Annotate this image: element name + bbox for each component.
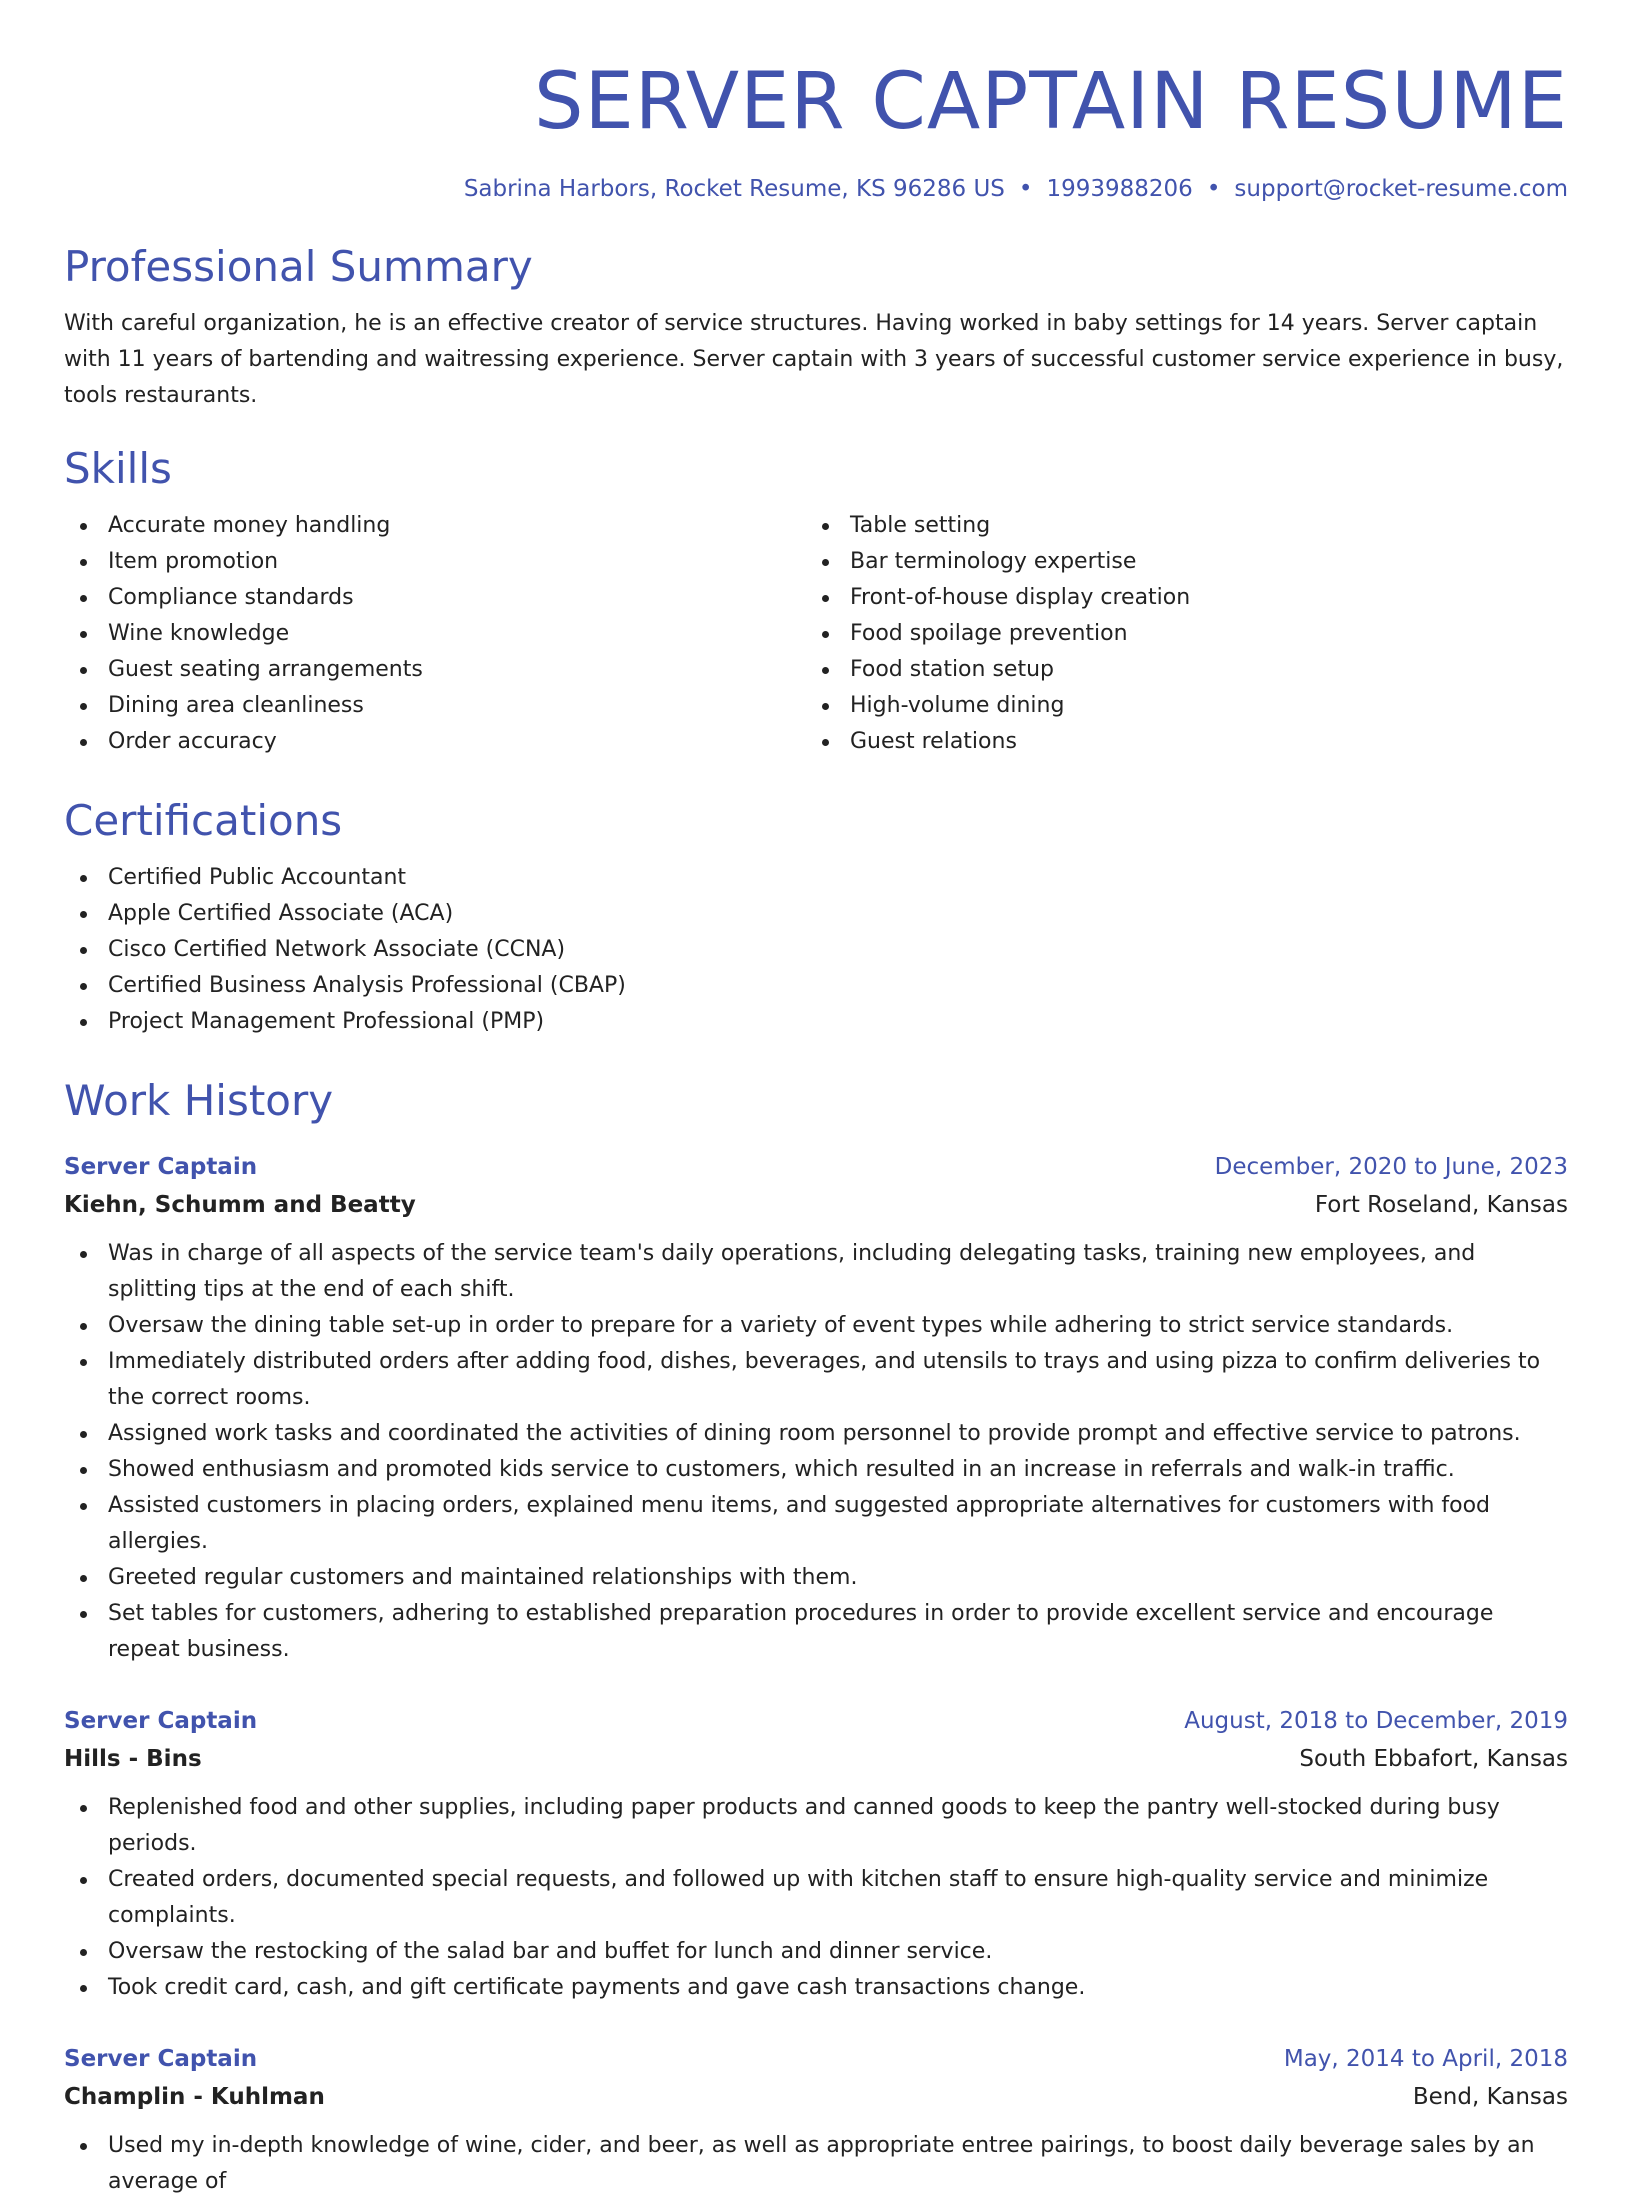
certification-item: Certified Business Analysis Professional (CBAP) <box>64 968 1568 1004</box>
contact-separator: • <box>1018 176 1033 202</box>
job-bullet: Set tables for customers, adhering to established preparation procedures in order to provide excellent service and encourage repeat business. <box>64 1596 1568 1668</box>
job-company: Champlin - Kuhlman <box>64 2084 325 2110</box>
job-bullet: Immediately distributed orders after adding food, dishes, beverages, and utensils to trays and using pizza to confirm deliveries to the correct rooms. <box>64 1344 1568 1416</box>
skill-item: Item promotion <box>64 544 806 580</box>
professional-summary-section <box>64 242 1568 414</box>
contact-address: Sabrina Harbors, Rocket Resume, KS 96286 US <box>463 176 1005 202</box>
certification-item: Certified Public Accountant <box>64 860 1568 896</box>
job-bullet: Showed enthusiasm and promoted kids service to customers, which resulted in an increase in referrals and walk-in traffic. <box>64 1452 1568 1488</box>
job-bullets <box>64 1790 1568 2006</box>
job-bullet: Replenished food and other supplies, including paper products and canned goods to keep the pantry well-stocked during busy periods. <box>64 1790 1568 1862</box>
job-header-row <box>64 1148 1568 1186</box>
job-dates: December, 2020 to June, 2023 <box>1214 1154 1568 1180</box>
job-dates: August, 2018 to December, 2019 <box>1184 1708 1568 1734</box>
skills-list-left <box>64 508 806 760</box>
contact-line <box>64 174 1568 204</box>
contact-phone[interactable]: 1993988206 <box>1046 176 1193 202</box>
job-location: Fort Roseland, Kansas <box>1314 1192 1568 1218</box>
job-company: Hills - Bins <box>64 1746 202 1772</box>
skill-item: Food spoilage prevention <box>806 616 1548 652</box>
job-entry <box>64 2040 1568 2200</box>
skill-item: Guest seating arrangements <box>64 652 806 688</box>
skills-list-right <box>806 508 1548 760</box>
work-history-heading: Work History <box>64 1076 334 1125</box>
certification-item: Project Management Professional (PMP) <box>64 1004 1568 1040</box>
skill-item: Bar terminology expertise <box>806 544 1548 580</box>
certifications-heading: Certifications <box>64 796 343 845</box>
skills-columns <box>64 508 1568 760</box>
job-bullet: Assigned work tasks and coordinated the activities of dining room personnel to provide prompt and effective service to patrons. <box>64 1416 1568 1452</box>
job-location: South Ebbafort, Kansas <box>1299 1746 1568 1772</box>
job-location: Bend, Kansas <box>1412 2084 1568 2110</box>
job-bullets <box>64 2128 1568 2200</box>
job-bullets <box>64 1236 1568 1668</box>
summary-text: With careful organization, he is an effective creator of service structures. Having worked in baby settings for 14 years. Server captain with 11 years of bartending and waitressing experience. Server captain with 3 years of successful customer service experience in busy, tools restaurants. <box>64 311 1564 408</box>
contact-separator: • <box>1206 176 1221 202</box>
skill-item: Guest relations <box>806 724 1548 760</box>
contact-email[interactable]: support@rocket-resume.com <box>1234 176 1568 202</box>
job-company-row <box>64 2078 1568 2116</box>
certification-item: Cisco Certified Network Associate (CCNA) <box>64 932 1568 968</box>
job-bullet: Oversaw the restocking of the salad bar and buffet for lunch and dinner service. <box>64 1934 1568 1970</box>
job-dates: May, 2014 to April, 2018 <box>1283 2046 1568 2072</box>
job-entry <box>64 1148 1568 1668</box>
job-bullet: Took credit card, cash, and gift certificate payments and gave cash transactions change. <box>64 1970 1568 2006</box>
job-bullet: Oversaw the dining table set-up in order to prepare for a variety of event types while adhering to strict service standards. <box>64 1308 1568 1344</box>
resume-page <box>64 0 1568 2200</box>
job-bullet: Created orders, documented special requests, and followed up with kitchen staff to ensure high-quality service and minimize complaints. <box>64 1862 1568 1934</box>
skill-item: High-volume dining <box>806 688 1548 724</box>
job-header-row <box>64 1702 1568 1740</box>
job-header-row <box>64 2040 1568 2078</box>
work-history-section <box>64 1076 1568 2200</box>
job-bullet: Was in charge of all aspects of the service team's daily operations, including delegating tasks, training new employees, and splitting tips at the end of each shift. <box>64 1236 1568 1308</box>
skill-item: Front-of-house display creation <box>806 580 1548 616</box>
job-title: Server Captain <box>64 1154 258 1180</box>
skills-heading: Skills <box>64 444 172 493</box>
job-entry <box>64 1702 1568 2006</box>
job-title: Server Captain <box>64 2046 258 2072</box>
resume-title: SERVER CAPTAIN RESUME <box>534 57 1568 147</box>
job-company: Kiehn, Schumm and Beatty <box>64 1192 416 1218</box>
skill-item: Food station setup <box>806 652 1548 688</box>
skill-item: Dining area cleanliness <box>64 688 806 724</box>
skill-item: Wine knowledge <box>64 616 806 652</box>
skill-item: Order accuracy <box>64 724 806 760</box>
job-bullet: Greeted regular customers and maintained relationships with them. <box>64 1560 1568 1596</box>
summary-heading: Professional Summary <box>64 242 533 291</box>
skills-section <box>64 444 1568 760</box>
job-company-row <box>64 1186 1568 1224</box>
job-bullet: Assisted customers in placing orders, explained menu items, and suggested appropriate alternatives for customers with food allergies. <box>64 1488 1568 1560</box>
skill-item: Table setting <box>806 508 1548 544</box>
job-bullet: Used my in-depth knowledge of wine, cider, and beer, as well as appropriate entree pairings, to boost daily beverage sales by an average of <box>64 2128 1568 2200</box>
skill-item: Accurate money handling <box>64 508 806 544</box>
job-company-row <box>64 1740 1568 1778</box>
certifications-list <box>64 860 1568 1040</box>
skill-item: Compliance standards <box>64 580 806 616</box>
certification-item: Apple Certified Associate (ACA) <box>64 896 1568 932</box>
certifications-section <box>64 796 1568 1040</box>
job-title: Server Captain <box>64 1708 258 1734</box>
